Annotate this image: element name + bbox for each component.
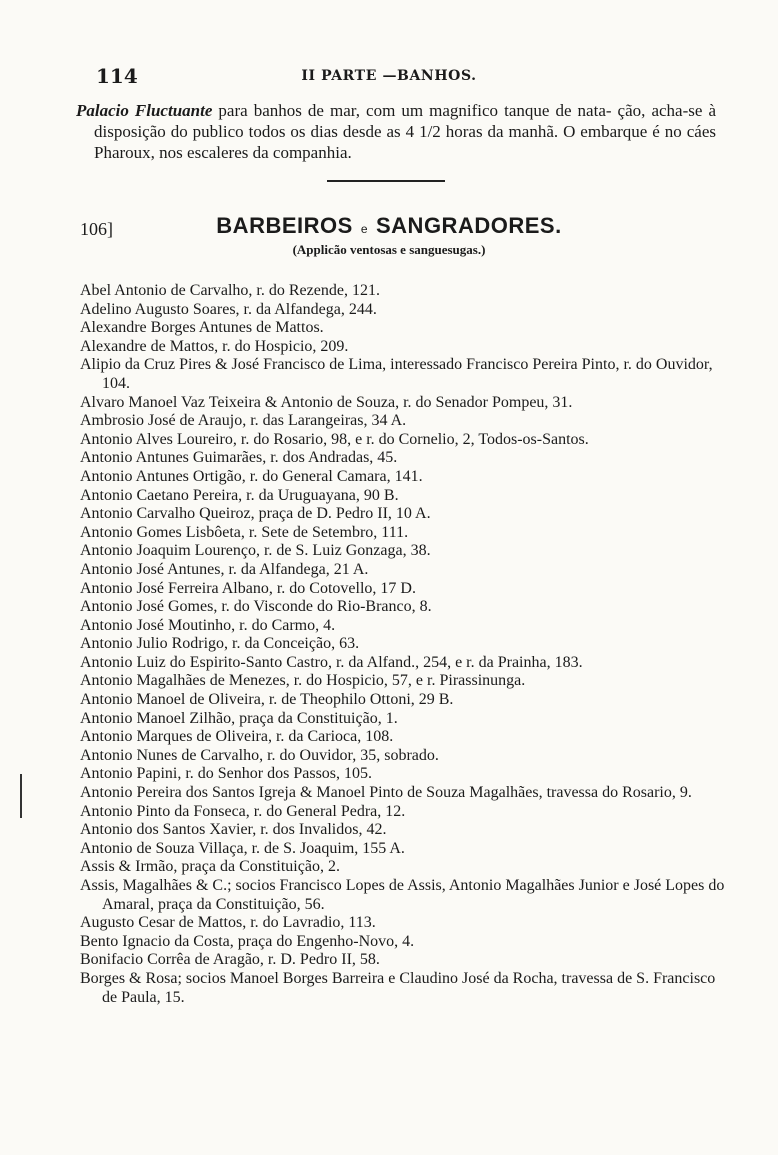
directory-entry: Antonio José Ferreira Albano, r. do Cotovello, 17 D.	[80, 579, 416, 597]
directory-entry: Antonio dos Santos Xavier, r. dos Invalidos, 42.	[80, 821, 387, 839]
directory-entry: Bento Ignacio da Costa, praça do Engenho-Novo, 4.	[80, 932, 415, 950]
directory-entry: Alipio da Cruz Pires & José Francisco de Lima, interessado Francisco Pereira Pinto, r. do Ouvidor, 104.	[80, 356, 713, 392]
section-title-a: BARBEIROS	[216, 213, 353, 238]
running-head: II PARTE —BANHOS.	[301, 68, 477, 84]
directory-entry: Ambrosio José de Araujo, r. das Larangeiras, 34 A.	[80, 412, 407, 430]
directory-entry: Alvaro Manoel Vaz Teixeira & Antonio de Souza, r. do Senador Pompeu, 31.	[80, 393, 573, 411]
directory-entry: Antonio Carvalho Queiroz, praça de D. Pedro II, 10 A.	[80, 505, 431, 523]
section-divider	[327, 180, 445, 182]
directory-entry: Adelino Augusto Soares, r. da Alfandega, 244.	[80, 300, 377, 318]
margin-mark	[20, 774, 22, 818]
directory-entry: Antonio Julio Rodrigo, r. da Conceição, 63.	[80, 635, 360, 653]
directory-entry: Borges & Rosa; socios Manoel Borges Barreira e Claudino José da Rocha, travessa de S. Francisco de Paula, 15.	[80, 969, 716, 1006]
directory-entry: Assis & Irmão, praça da Constituição, 2.	[80, 858, 340, 876]
directory-entry: Alexandre Borges Antunes de Mattos.	[80, 319, 324, 337]
directory-entry: Antonio Nunes de Carvalho, r. do Ouvidor, 35, sobrado.	[80, 746, 439, 764]
directory-entry: Antonio Joaquim Lourenço, r. de S. Luiz Gonzaga, 38.	[80, 542, 431, 560]
directory-entry: Antonio Papini, r. do Senhor dos Passos, 105.	[80, 765, 373, 783]
directory-entry: Antonio Antunes Ortigão, r. do General Camara, 141.	[80, 467, 423, 485]
directory-entry: Antonio Magalhães de Menezes, r. do Hospicio, 57, e r. Pirassinunga.	[80, 672, 526, 690]
section-title-conjunction: e	[360, 222, 368, 236]
directory-entry: Antonio Manoel de Oliveira, r. de Theophilo Ottoni, 29 B.	[80, 691, 454, 709]
directory-entry: Antonio José Antunes, r. da Alfandega, 21 A.	[80, 560, 369, 578]
section-subtitle: (Applicão ventosas e sanguesugas.)	[292, 242, 486, 257]
directory-entry: Antonio Marques de Oliveira, r. da Carioca, 108.	[80, 728, 394, 746]
directory-entry: Antonio Alves Loureiro, r. do Rosario, 98, e r. do Cornelio, 2, Todos-os-Santos.	[80, 430, 589, 448]
intro-text: para banhos de mar, com um magnifico tanque de nata- ção, acha-se à disposição do publico todos os dias desde as 4 1/2 horas da manhã. O embarque é no cáes Pharoux, nos escaleres da companhia.	[94, 101, 716, 162]
directory-entry: Antonio Pinto da Fonseca, r. do General Pedra, 12.	[80, 802, 406, 820]
intro-lead: Palacio Fluctuante	[76, 101, 213, 120]
section-title	[0, 213, 778, 239]
directory-entry: Antonio Manoel Zilhão, praça da Constituição, 1.	[80, 709, 398, 727]
directory-entry: Abel Antonio de Carvalho, r. do Rezende, 121.	[80, 282, 380, 299]
directory-entry: Bonifacio Corrêa de Aragão, r. D. Pedro II, 58.	[80, 951, 380, 969]
directory-entry: Antonio Gomes Lisbôeta, r. Sete de Setembro, 111.	[80, 523, 409, 541]
directory-entry: Assis, Magalhães & C.; socios Francisco Lopes de Assis, Antonio Magalhães Junior e José Lopes do Amaral, praça da Constituição, 56.	[80, 877, 725, 913]
intro-paragraph	[76, 100, 716, 163]
section-title-b: SANGRADORES.	[376, 213, 562, 238]
directory-entry: Alexandre de Mattos, r. do Hospicio, 209.	[80, 337, 349, 355]
page-header	[0, 64, 778, 88]
directory-entry: Antonio Luiz do Espirito-Santo Castro, r. da Alfand., 254, e r. da Prainha, 183.	[80, 653, 583, 671]
section-number: 106]	[80, 219, 113, 239]
directory-entry: Antonio Antunes Guimarães, r. dos Andradas, 45.	[80, 449, 398, 467]
page-number: 114	[96, 64, 138, 88]
directory-entry: Antonio José Moutinho, r. do Carmo, 4.	[80, 616, 336, 634]
directory-entry: Antonio de Souza Villaça, r. de S. Joaquim, 155 A.	[80, 839, 405, 857]
directory-entry: Antonio Pereira dos Santos Igreja & Manoel Pinto de Souza Magalhães, travessa do Rosario, 9.	[80, 784, 692, 802]
directory-entry: Augusto Cesar de Mattos, r. do Lavradio, 113.	[80, 914, 376, 932]
directory-entry: Antonio José Gomes, r. do Visconde do Rio-Branco, 8.	[80, 598, 432, 616]
directory-list	[80, 282, 728, 1007]
directory-entry: Antonio Caetano Pereira, r. da Uruguayana, 90 B.	[80, 486, 399, 504]
